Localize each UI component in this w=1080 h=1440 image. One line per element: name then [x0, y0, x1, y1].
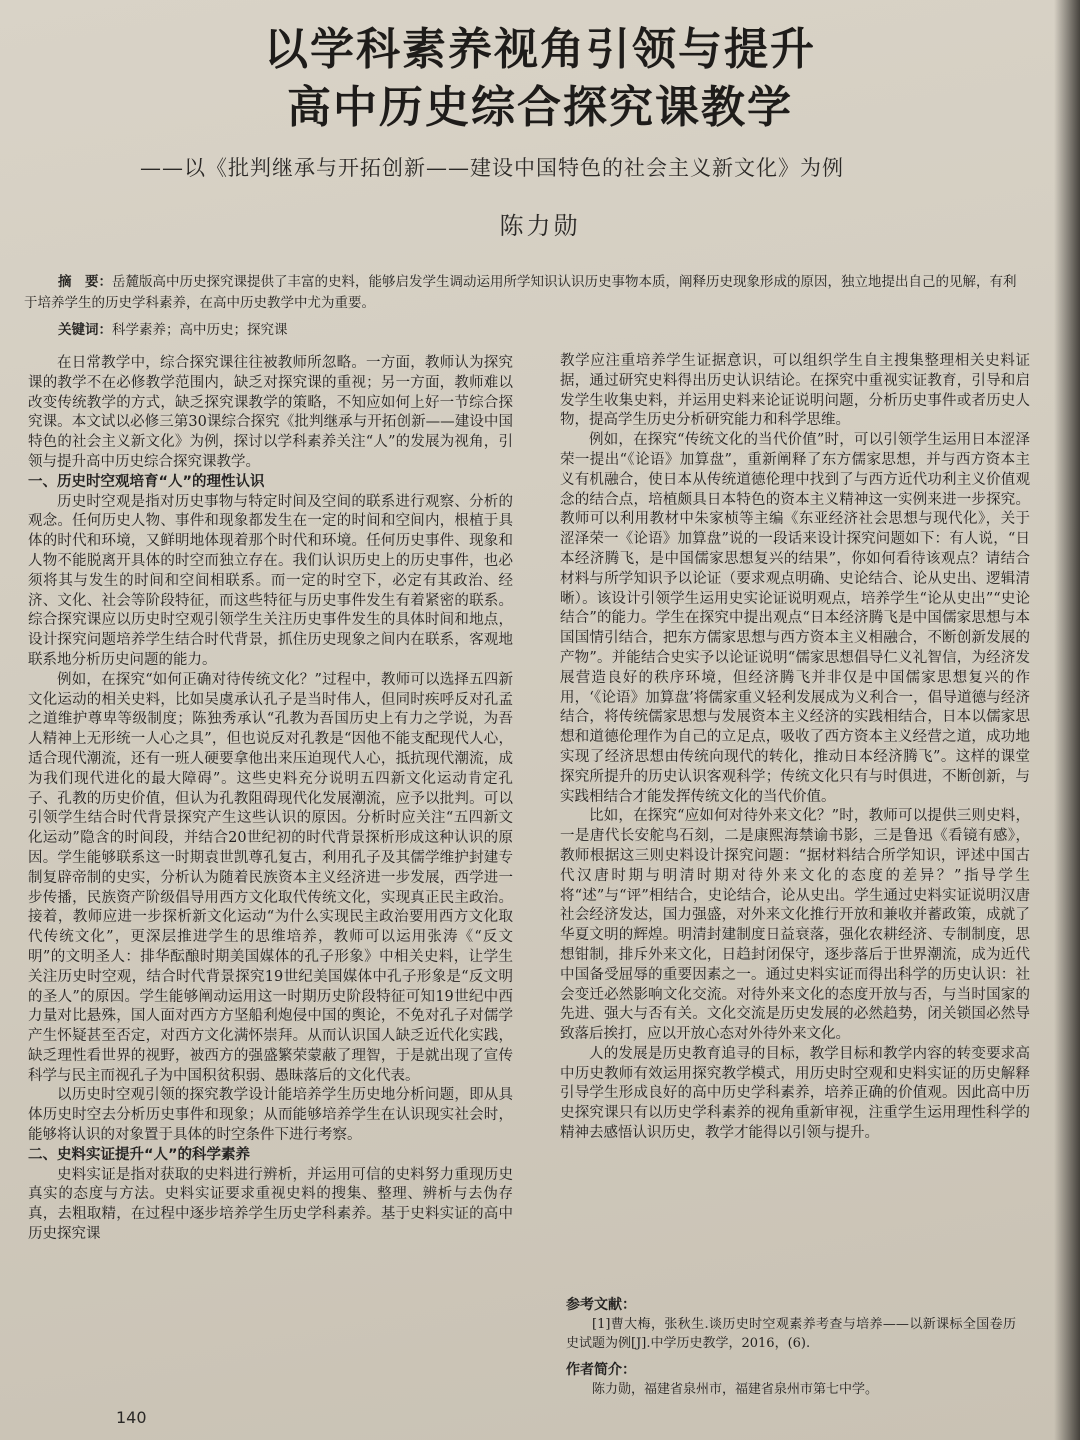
paragraph: 例如，在探究“传统文化的当代价值”时，可以引领学生运用日本涩泽荣一提出“《论语》加算盘”，重新阐释了东方儒家思想，并与西方资本主义有机融合，使日本从传统道德伦理中找到了与西方近代功利主义价值观念的结合点，培植颇具日本特色的资本主义精神这一实例来进一步探究。教师可以利用教材中朱家桢等主编《东亚经济社会思想与现代化》，关于涩泽荣一《论语》加算盘”说的一段话来设计探究问题如下：有人说，“日本经济腾飞，是中国儒家思想复兴的结果”，你如何看待该观点？请结合材料与所学知识予以论证（要求观点明确、史论结合、论从史出、逻辑清晰）。该设计引领学生运用史实论证说明观点，培养学生“论从史出”“史论结合”的能力。学生在探究中提出观点“日本经济腾飞是中国儒家思想与本国国情引结合，把东方儒家思想与西方资本主义相融合，不断创新发展的产物”。并能结合史实予以论证说明“儒家思想倡导仁义礼智信，为经济发展营造良好的秩序环境，但经济腾飞并非仅是中国儒家思想复兴的作用，‘《论语》加算盘’将儒家重义轻利发展成为义利合一，倡导道德与经济结合，将传统儒家思想与发展资本主义经济的实践相结合，日本以儒家思想和道德伦理作为自己的立足点，吸收了西方资本主义经营之道，成功地实现了经济思想由传统向现代的转化，推动日本经济腾飞”。这样的课堂探究所提升的历史认识客观科学；传统文化只有与时俱进，不断创新，与实践相结合才能发挥传统文化的当代价值。 — [560, 432, 1030, 805]
author-intro-text: 陈力勋，福建省泉州市，福建省泉州市第七中学。 — [592, 1382, 879, 1397]
paragraph: 例如，在探究“如何正确对待传统文化？”过程中，教师可以选择五四新文化运动的相关史料，比如吴虞承认孔子是当时伟人，但同时疾呼反对孔孟之道维护尊卑等级制度；陈独秀承认“孔教为吾国历史上有力之学说，为吾人精神上无形统一人心之具”，但也说反对孔教是“因他不能支配现代人心，适合现代潮流，还有一班人硬要拿他出来压迫现代人心，抵抗现代潮流，成为我们现代进化的最大障碍”。这些史料充分说明五四新文化运动肯定孔子、孔教的历史价值，但认为孔教阻碍现代化发展潮流，应予以批判。可以引领学生结合时代背景探究产生这些认识的原因。分析时应关注“五四新文化运动”隐含的时间段，并结合20世纪初的时代背景探析形成这种认识的原因。学生能够联系这一时期袁世凯尊孔复古，利用孔子及其儒学维护封建专制复辟帝制的史实，分析认为随着民族资本主义经济进一步发展，西学进一步传播，民族资产阶级倡导用西方文化取代传统文化，实现真正民主政治。接着，教师应进一步探析新文化运动“为什么实现民主政治要用西方文化取代传统文化”，更深层推进学生的思维培养，教师可以运用张涛《“反文明”的文明圣人：排华酝酿时期美国媒体的孔子形象》中相关史料，让学生关注历史时空观，结合时代背景探究19世纪美国媒体中孔子形象是“反文明的圣人”的原因。学生能够阐动运用这一时期历史阶段特征可知19世纪中西力量对比悬殊，国人面对西方方坚船利炮侵中国的舆论，不免对孔子对儒学产生怀疑甚至否定，对西方文化满怀崇拜。从而认识国人缺乏近代化实践，缺乏理性看世界的视野，被西方的强盛繁荣蒙蔽了理智，于是就出现了宣传科学与民主而视孔子为中国积贫积弱、愚昧落后的文化代表。 — [28, 671, 513, 1084]
paragraph: 历史时空观是指对历史事物与特定时间及空间的联系进行观察、分析的观念。任何历史人物、事件和现象都发生在一定的时间和空间内，根植于具体的时代和环境，又鲜明地体现着那个时代和环境。任何历史事件、现象和人物不能脱离开具体的时空而独立存在。我们认识历史上的历史事件，也必须将其与发生的时间和空间相联系。而一定的时空下，必定有其政治、经济、文化、社会等阶段特征，而这些特征与历史事件发生有着紧密的联系。综合探究课应以历史时空观引领学生关注历史事件发生的具体时间和地点，设计探究问题培养学生结合时代背景，抓住历史现象之间内在联系，客观地联系地分析历史问题的能力。 — [28, 493, 513, 668]
section-heading-1: 一、历史时空观培育“人”的理性认识 — [28, 473, 265, 490]
article-author: 陈力勋 — [499, 212, 581, 240]
section-heading-2: 二、史料实证提升“人”的科学素养 — [28, 1146, 251, 1163]
references — [566, 1296, 1016, 1399]
article-subtitle: ——以《批判继承与开拓创新——建设中国特色的社会主义新文化》为例 — [140, 156, 844, 180]
paragraph: 人的发展是历史教育追寻的目标，教学目标和教学内容的转变要求高中历史教师有效运用探究教学模式，用历史时空观和史料实证的历史解释引导学生形成良好的高中历史学科素养，培养正确的价值观。因此高中历史探究课只有以历史学科素养的视角重新审视，注重学生运用理性科学的精神去感悟认识历史，教学才能得以引领与提升。 — [560, 1045, 1030, 1142]
page-edge-shadow — [1054, 0, 1080, 1440]
keywords-label: 关键词： — [58, 322, 112, 338]
body-column-right — [560, 352, 1030, 1292]
abstract-label: 摘 要： — [58, 274, 112, 290]
abstract — [24, 272, 1024, 314]
article-title-line-2: 高中历史综合探究课教学 — [287, 82, 793, 133]
keywords — [58, 318, 858, 338]
author-intro-label: 作者简介： — [566, 1362, 636, 1378]
abstract-text: 岳麓版高中历史探究课提供了丰富的史料，能够启发学生调动运用所学知识认识历史事物本质，阐释历史现象形成的原因，独立地提出自己的见解，有利于培养学生的历史学科素养，在高中历史教学中尤为重要。 — [24, 274, 1017, 311]
article-title-line-1: 以学科素养视角引领与提升 — [264, 24, 816, 75]
body-column-left — [28, 354, 513, 1354]
page-number: 140 — [116, 1408, 147, 1427]
paragraph: 在日常教学中，综合探究课往往被教师所忽略。一方面，教师认为探究课的教学不在必修教学范围内，缺乏对探究课的重视；另一方面，教师难以改变传统教学的方式，缺乏探究课教学的策略，不知应如何上好一节综合探究课。本文试以必修三第30课综合探究《批判继承与开拓创新——建设中国特色的社会主义新文化》为例，探讨以学科素养关注“人”的发展为视角，引领与提升高中历史综合探究课教学。 — [28, 355, 513, 470]
paragraph: 史料实证是指对获取的史料进行辨析，并运用可信的史料努力重现历史真实的态度与方法。史料实证要求重视史料的搜集、整理、辨析与去伪存真，去粗取精，在过程中逐步培养学生历史学科素养。基于史料实证的高中历史探究课 — [28, 1166, 513, 1243]
paragraph: 教学应注重培养学生证据意识，可以组织学生自主搜集整理相关史料证据，通过研究史料得出历史认识结论。在探究中重视实证教育，引导和启发学生收集史料，并运用史料来论证说明问题，分析历史事件或者历史人物，提高学生历史分析研究能力和科学思维。 — [560, 353, 1030, 429]
paragraph: 以历史时空观引领的探究教学设计能培养学生历史地分析问题，即从具体历史时空去分析历史事件和现象；从而能够培养学生在认识现实社会时，能够将认识的对象置于具体的时空条件下进行考察。 — [28, 1087, 513, 1144]
references-label: 参考文献： — [566, 1297, 636, 1313]
keywords-text: 科学素养；高中历史；探究课 — [112, 322, 288, 338]
reference-item: [1]曹大梅，张秋生.谈历史时空观素养考查与培养——以新课标全国卷历史试题为例[J].中学历史教学，2016，(6). — [566, 1317, 1016, 1351]
paragraph: 比如，在探究“应如何对待外来文化？”时，教师可以提供三则史料，一是唐代长安舵鸟石刻，二是康熙海禁谕书影，三是鲁迅《看镜有感》，教师根据这三则史料设计探究问题：“据材料结合所学知识，评述中国古代汉唐时期与明清时期对待外来文化的态度的差异？”指导学生将“述”与“评”相结合，史论结合，论从史出。学生通过史料实证说明汉唐社会经济发达，国力强盛，对外来文化推行开放和兼收并蓄政策，成就了华夏文明的辉煌。明清封建制度日益衰落，强化农耕经济、专制制度，思想钳制，排斥外来文化，日趋封闭保守，逐步落后于世界潮流，成为近代中国备受屈辱的重要因素之一。通过史料实证而得出科学的历史认识：社会变迁必然影响文化交流。对待外来文化的态度开放与否，与当时国家的先进、强大与否有关。文化交流是历史发展的必然趋势，闭关锁国必然导致落后挨打，应以开放心态对外待外来文化。 — [560, 808, 1030, 1043]
